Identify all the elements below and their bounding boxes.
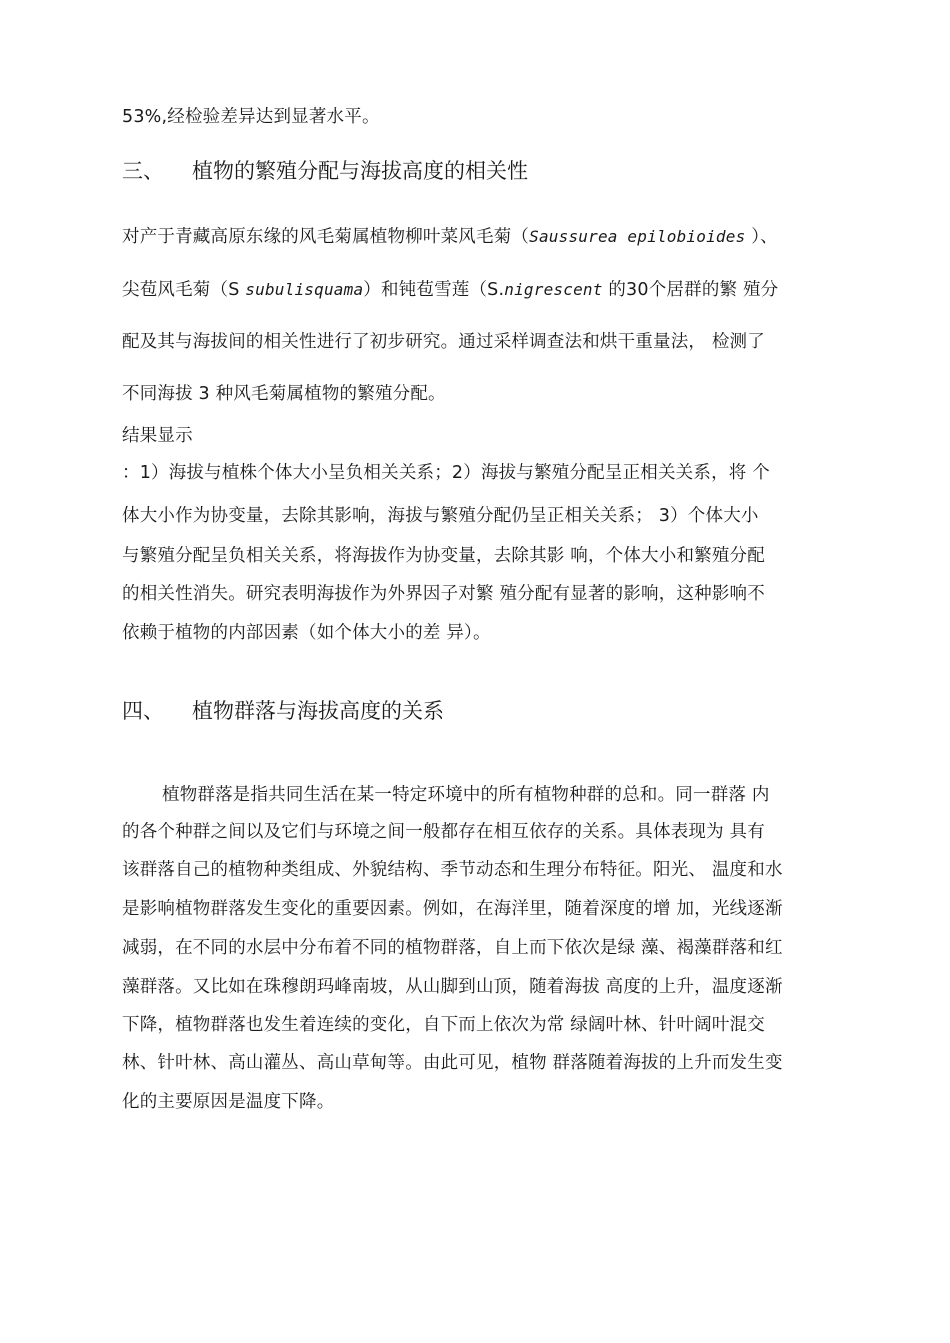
section-4-title: 植物群落与海拔高度的关系 <box>192 699 444 723</box>
section-4-line: 林、针叶林、高山灌丛、高山草甸等。由此可见，植物 群落随着海拔的上升而发生变 <box>122 1053 783 1073</box>
section-4-line: 下降，植物群落也发生着连续的变化，自下而上依次为常 绿阔叶林、针叶阔叶混交 <box>122 1015 765 1035</box>
section-3-heading <box>122 158 528 184</box>
top-line: 53%,经检验差异达到显著水平。 <box>122 107 380 127</box>
text-segment: 尖苞风毛菊（S <box>122 280 246 300</box>
section-3-number: 三、 <box>122 159 164 183</box>
section-4-line: 该群落自己的植物种类组成、外貌结构、季节动态和生理分布特征。阳光、 温度和水 <box>122 860 783 880</box>
text-segment: 的30个居群的繁 殖分 <box>602 280 779 300</box>
section-4-line: 是影响植物群落发生变化的重要因素。例如，在海洋里，随着深度的增 加，光线逐渐 <box>122 899 783 919</box>
section-4-line: 藻群落。又比如在珠穆朗玛峰南坡，从山脚到山顶，随着海拔 高度的上升，温度逐渐 <box>122 977 783 997</box>
text-segment: 对产于青藏高原东缘的风毛菊属植物柳叶菜风毛菊（ <box>122 227 530 247</box>
section-3-para-line-3: 配及其与海拔间的相关性进行了初步研究。通过采样调查法和烘干重量法， 检测了 <box>122 332 765 352</box>
result-label: 结果显示 <box>122 426 193 446</box>
section-4-line: 的各个种群之间以及它们与环境之间一般都存在相互依存的关系。具体表现为 具有 <box>122 822 765 842</box>
species-name: Saussurea epilobioides <box>529 227 746 246</box>
section-4-line: 植物群落是指共同生活在某一特定环境中的所有植物种群的总和。同一群落 内 <box>162 785 770 805</box>
result-line: 的相关性消失。研究表明海拔作为外界因子对繁 殖分配有显著的影响，这种影响不 <box>122 584 765 604</box>
text-segment: ）和钝苞雪莲（S. <box>363 280 505 300</box>
text-segment: ）、 <box>745 227 778 247</box>
result-line: 与繁殖分配呈负相关关系，将海拔作为协变量，去除其影 响，个体大小和繁殖分配 <box>122 546 765 566</box>
section-4-heading <box>122 698 444 724</box>
result-line: 依赖于植物的内部因素（如个体大小的差 异）。 <box>122 623 491 643</box>
section-4-number: 四、 <box>122 699 164 723</box>
species-name: subulisquama <box>245 280 364 299</box>
section-4-line: 减弱，在不同的水层中分布着不同的植物群落，自上而下依次是绿 藻、褐藻群落和红 <box>122 938 783 958</box>
section-3-para-line-4: 不同海拔 3 种风毛菊属植物的繁殖分配。 <box>122 384 446 404</box>
result-line: ：1）海拔与植株个体大小呈负相关关系；2）海拔与繁殖分配呈正相关关系，将 个 <box>122 463 770 483</box>
section-3-para-line-1 <box>122 226 778 248</box>
species-name: nigrescent <box>504 280 603 299</box>
section-4-line: 化的主要原因是温度下降。 <box>122 1092 335 1112</box>
result-line: 体大小作为协变量，去除其影响，海拔与繁殖分配仍呈正相关关系； 3）个体大小 <box>122 506 759 526</box>
section-3-title: 植物的繁殖分配与海拔高度的相关性 <box>192 159 528 183</box>
section-3-para-line-2 <box>122 279 778 301</box>
